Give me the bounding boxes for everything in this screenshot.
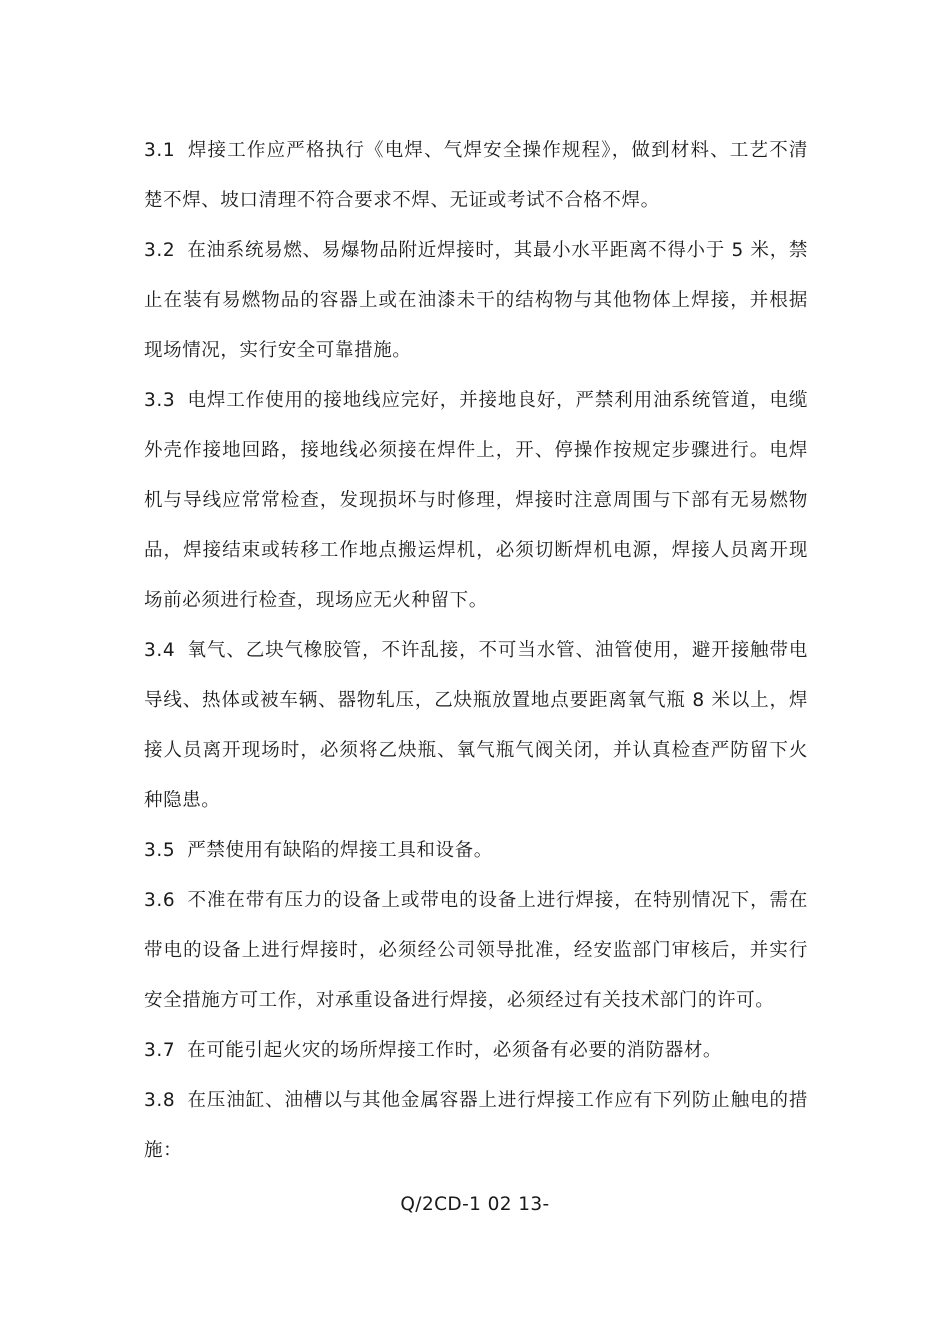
paragraph-3-1 [144,126,808,226]
paragraph-number: 3.3 [144,390,176,411]
page-footer: Q/2CD-1 02 13- [400,1194,550,1215]
document-body [144,126,808,1176]
paragraph-number: 3.5 [144,840,176,861]
paragraph-text: 在油系统易燃、易爆物品附近焊接时，其最小水平距离不得小于 5 米，禁止在装有易燃物品的容器上或在油漆未干的结构物与其他物体上焊接，并根据现场情况，实行安全可靠措施。 [144,240,808,361]
paragraph-3-7 [144,1026,808,1076]
paragraph-number: 3.7 [144,1040,176,1061]
paragraph-number: 3.6 [144,890,176,911]
paragraph-3-5 [144,826,808,876]
paragraph-text: 严禁使用有缺陷的焊接工具和设备。 [187,840,493,861]
paragraph-text: 不准在带有压力的设备上或带电的设备上进行焊接，在特别情况下，需在带电的设备上进行焊接时，必须经公司领导批准，经安监部门审核后，并实行安全措施方可工作，对承重设备进行焊接，必须经过有关技术部门的许可。 [144,890,808,1011]
paragraph-number: 3.4 [144,640,176,661]
paragraph-text: 氧气、乙块气橡胶管，不许乱接，不可当水管、油管使用，避开接触带电导线、热体或被车辆、器物轧压，乙炔瓶放置地点要距离氧气瓶 8 米以上，焊接人员离开现场时，必须将乙炔瓶、氧气瓶气阀关闭，并认真检查严防留下火种隐患。 [144,640,808,811]
paragraph-3-8 [144,1076,808,1176]
paragraph-text: 焊接工作应严格执行《电焊、气焊安全操作规程》，做到材料、工艺不清楚不焊、坡口清理不符合要求不焊、无证或考试不合格不焊。 [144,140,808,211]
paragraph-text: 电焊工作使用的接地线应完好，并接地良好，严禁利用油系统管道，电缆外壳作接地回路，接地线必须接在焊件上，开、停操作按规定步骤进行。电焊机与导线应常常检查，发现损坏与时修理，焊接时注意周围与下部有无易燃物品，焊接结束或转移工作地点搬运焊机，必须切断焊机电源，焊接人员离开现场前必须进行检查，现场应无火种留下。 [144,390,808,611]
paragraph-3-2 [144,226,808,376]
paragraph-number: 3.8 [144,1090,176,1111]
paragraph-3-3 [144,376,808,626]
paragraph-3-6 [144,876,808,1026]
paragraph-number: 3.1 [144,140,176,161]
paragraph-3-4 [144,626,808,826]
paragraph-text: 在可能引起火灾的场所焊接工作时，必须备有必要的消防器材。 [187,1040,723,1061]
paragraph-number: 3.2 [144,240,176,261]
paragraph-text: 在压油缸、油槽以与其他金属容器上进行焊接工作应有下列防止触电的措施： [144,1090,808,1161]
